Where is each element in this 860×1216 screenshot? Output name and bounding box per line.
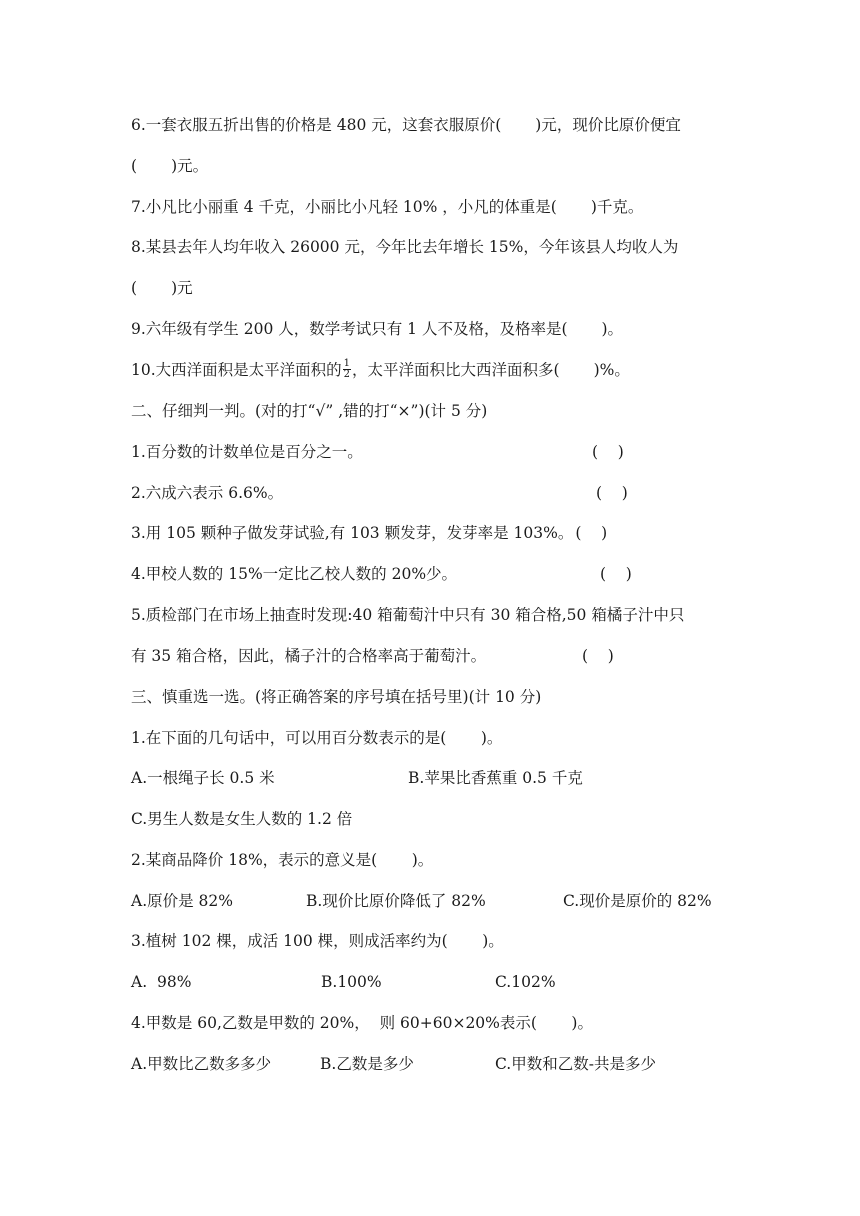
question-6-line-1 <box>131 114 681 136</box>
choice-1-option-c: C.男生人数是女生人数的 1.2 倍 <box>131 810 353 828</box>
choice-question-3: 3.植树 102 棵，成活 100 棵，则成活率约为( )。 <box>131 932 504 950</box>
question-7 <box>131 196 643 218</box>
judge-item-text: 2.六成六表示 6.6%。 <box>131 484 284 502</box>
judge-item-text: 3.用 105 颗种子做发芽试验,有 103 颗发芽，发芽率是 103%。 <box>131 524 574 542</box>
judge-item-text: 5.质检部门在市场上抽查时发现:40 箱葡萄汁中只有 30 箱合格,50 箱橘子汁中只 <box>131 606 685 624</box>
judge-answer-paren: ( ) <box>575 524 608 542</box>
judge-item-4 <box>131 563 457 585</box>
choice-2-option-c: C.现价是原价的 82% <box>563 892 712 910</box>
judge-answer-paren: ( ) <box>582 647 614 665</box>
paren-open: ( <box>131 279 138 297</box>
question-10-text-cont: ，太平洋面积比大西洋面积多( <box>352 361 560 379</box>
question-9-text-end: )。 <box>601 320 624 338</box>
judge-answer-paren: ( ) <box>592 443 624 461</box>
choice-2-option-b: B.现价比原价降低了 82% <box>306 892 486 910</box>
question-7-text-end: )千克。 <box>590 198 644 216</box>
section-3-heading: 三、慎重选一选。(将正确答案的序号填在括号里)(计 10 分) <box>131 688 542 706</box>
choice-question-4: 4.甲数是 60,乙数是甲数的 20%， 则 60+60×20%表示( )。 <box>131 1014 593 1032</box>
choice-question-2: 2.某商品降价 18%，表示的意义是( )。 <box>131 851 434 869</box>
judge-answer-paren: ( ) <box>600 565 632 583</box>
judge-item-text: 4.甲校人数的 15%一定比乙校人数的 20%少。 <box>131 565 458 583</box>
question-9-text: 9.六年级有学生 200 人，数学考试只有 1 人不及格，及格率是( <box>131 320 568 338</box>
judge-item-2 <box>131 482 283 504</box>
question-6-text-end: )元。 <box>171 157 209 175</box>
question-6-text-cont: )元，现价比原价便宜 <box>535 116 681 134</box>
question-8-line-2 <box>131 277 193 299</box>
judge-item-text: 有 35 箱合格，因此，橘子汁的合格率高于葡萄汁。 <box>131 647 487 665</box>
question-8-text-end: )元 <box>171 279 193 297</box>
judge-item-5-line-1 <box>131 604 684 626</box>
section-2-heading: 二、仔细判一判。(对的打“√” ,错的打“×”)(计 5 分) <box>131 402 488 420</box>
judge-item-5-line-2 <box>131 645 486 667</box>
question-8-line-1 <box>131 236 678 258</box>
question-6-line-2 <box>131 155 208 177</box>
question-9 <box>131 318 623 340</box>
judge-item-1 <box>131 441 363 463</box>
choice-4-option-a: A.甲数比乙数多多少 <box>131 1055 272 1073</box>
choice-3-option-a: A. 98% <box>131 973 192 991</box>
judge-item-text: 1.百分数的计数单位是百分之一。 <box>131 443 363 461</box>
choice-4-option-b: B.乙数是多少 <box>320 1055 414 1073</box>
paren-open: ( <box>131 157 138 175</box>
choice-question-1: 1.在下面的几句话中，可以用百分数表示的是( )。 <box>131 729 503 747</box>
judge-item-3 <box>131 522 607 544</box>
question-6-text: 6.一套衣服五折出售的价格是 480 元，这套衣服原价( <box>131 116 502 134</box>
choice-3-option-b: B.100% <box>321 973 382 991</box>
fraction-numerator: 1 <box>343 357 351 369</box>
question-7-text: 7.小凡比小丽重 4 千克，小丽比小凡轻 10% ，小凡的体重是( <box>131 198 557 216</box>
choice-1-option-b: B.苹果比香蕉重 0.5 千克 <box>408 769 583 787</box>
choice-1-option-a: A.一根绳子长 0.5 米 <box>131 769 275 787</box>
fraction-one-half <box>343 359 351 380</box>
choice-2-option-a: A.原价是 82% <box>131 892 233 910</box>
judge-answer-paren: ( ) <box>596 484 628 502</box>
fraction-denominator: 2 <box>343 368 351 380</box>
question-10-text-end: )%。 <box>593 361 630 379</box>
choice-3-option-c: C.102% <box>495 973 556 991</box>
question-10-text: 10.大西洋面积是太平洋面积的 <box>131 361 342 379</box>
question-10 <box>131 359 630 382</box>
question-8-text: 8.某县去年人均年收入 26000 元，今年比去年增长 15%，今年该县人均收人为 <box>131 238 679 256</box>
choice-4-option-c: C.甲数和乙数-共是多少 <box>495 1055 656 1073</box>
